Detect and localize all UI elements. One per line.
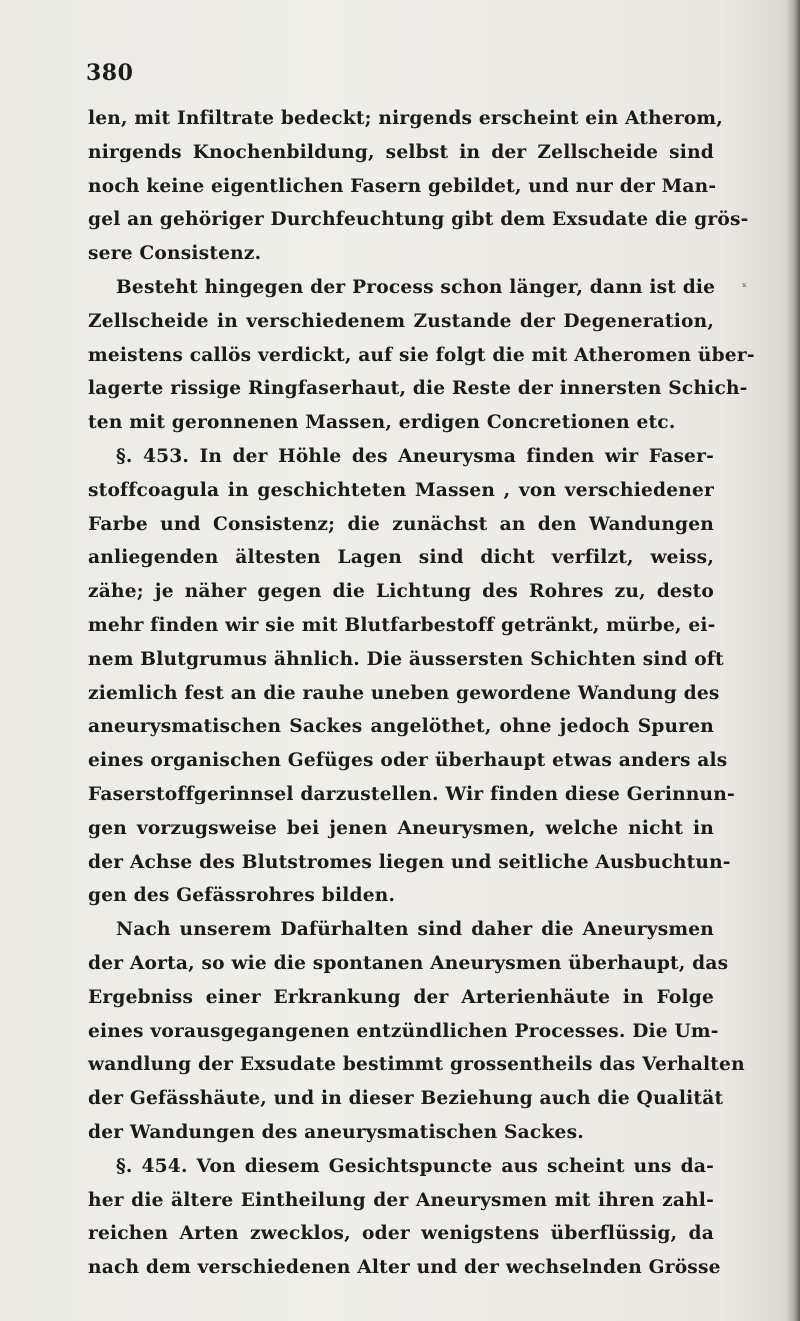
text-line: len, mit Infiltrate bedeckt; nirgends erscheint ein Atherom, — [88, 108, 723, 129]
page-edge-shadow — [786, 0, 800, 1321]
text-line: nem Blutgrumus ähnlich. Die äussersten Schichten sind oft — [88, 648, 724, 670]
text-line: ziemlich fest an die rauhe uneben gewordene Wandung des — [88, 682, 720, 704]
text-line: der Aorta, so wie die spontanen Aneurysmen überhaupt, das — [88, 952, 729, 974]
text-line: stoffcoagula in geschichteten Massen , von verschiedener — [88, 479, 714, 501]
text-line: wandlung der Exsudate bestimmt grossentheils das Verhalten — [88, 1054, 745, 1076]
section-453-first-line: §. 453. In der Höhle des Aneurysma finden wir Faser- — [116, 445, 714, 467]
text-line: Ergebniss einer Erkrankung der Arterienhäute in Folge — [88, 986, 714, 1008]
text-line: her die ältere Eintheilung der Aneurysmen mit ihren zahl- — [88, 1189, 714, 1211]
text-line: eines organischen Gefüges oder überhaupt etwas anders als — [88, 750, 728, 772]
text-line: gen des Gefässrohres bilden. — [88, 885, 396, 907]
text-line: anliegenden ältesten Lagen sind dicht verfilzt, weiss, — [88, 547, 714, 569]
paragraph-first-line: Nach unserem Dafürhalten sind daher die Aneurysmen — [116, 919, 714, 941]
text-line: Zellscheide in verschiedenem Zustande der Degeneration, — [88, 310, 714, 332]
text-line: ten mit geronnenen Massen, erdigen Concretionen etc. — [88, 412, 676, 434]
text-line: meistens callös verdickt, auf sie folgt die mit Atheromen über- — [88, 344, 755, 366]
text-line: eines vorausgegangenen entzündlichen Processes. Die Um- — [88, 1020, 719, 1042]
text-line: gel an gehöriger Durchfeuchtung gibt dem Exsudate die grös- — [88, 209, 749, 231]
page-number: 380 — [86, 60, 134, 86]
text-line: der Achse des Blutstromes liegen und seitliche Ausbuchtun- — [88, 851, 731, 873]
text-line: mehr finden wir sie mit Blutfarbestoff getränkt, mürbe, ei- — [88, 614, 716, 636]
text-line: sere Consistenz. — [88, 243, 262, 265]
body-text — [88, 102, 755, 1285]
paragraph-first-line: Besteht hingegen der Process schon länger, dann ist die — [116, 276, 716, 298]
text-line: noch keine eigentlichen Fasern gebildet, und nur der Man- — [88, 175, 717, 197]
section-454-first-line: §. 454. Von diesem Gesichtspuncte aus scheint uns da- — [116, 1155, 714, 1177]
margin-mark: ˣ — [742, 280, 748, 294]
text-line: gen vorzugsweise bei jenen Aneurysmen, welche nicht in — [88, 817, 714, 839]
text-line: reichen Arten zwecklos, oder wenigstens überflüssig, da — [88, 1223, 714, 1245]
text-line: der Wandungen des aneurysmatischen Sackes. — [88, 1121, 584, 1143]
text-line: aneurysmatischen Sackes angelöthet, ohne jedoch Spuren — [88, 716, 714, 738]
text-line: Faserstoffgerinnsel darzustellen. Wir finden diese Gerinnun- — [88, 783, 735, 805]
text-line: der Gefässhäute, und in dieser Beziehung auch die Qualität — [88, 1088, 724, 1110]
text-line: zähe; je näher gegen die Lichtung des Rohres zu, desto — [88, 581, 714, 603]
text-line: lagerte rissige Ringfaserhaut, die Reste der innersten Schich- — [88, 378, 748, 400]
text-line: nirgends Knochenbildung, selbst in der Zellscheide sind — [88, 141, 714, 163]
text-line: Farbe und Consistenz; die zunächst an den Wandungen — [88, 513, 714, 535]
text-line: nach dem verschiedenen Alter und der wechselnden Grösse — [88, 1257, 721, 1279]
